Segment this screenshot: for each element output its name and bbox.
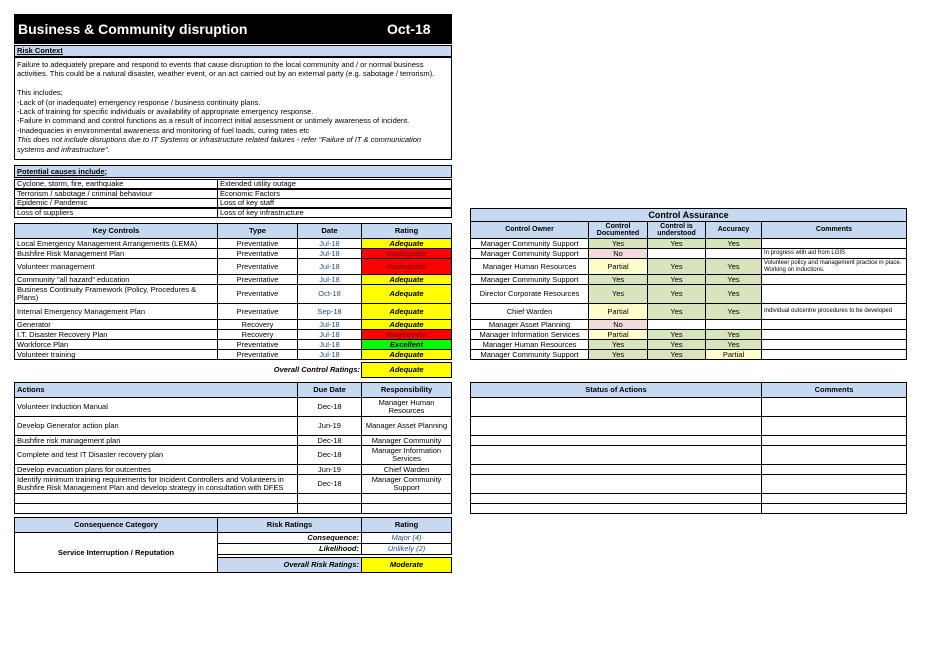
controls-header: Date xyxy=(297,223,362,239)
status-comment-cell xyxy=(761,416,907,436)
control-understood: Yes xyxy=(647,329,706,340)
control-date: Jul-18 xyxy=(297,339,362,350)
control-documented: Yes xyxy=(588,274,648,285)
status-header: Status of Actions xyxy=(470,382,762,398)
control-date: Oct-18 xyxy=(297,284,362,304)
control-understood: Yes xyxy=(647,349,706,360)
control-date: Jul-18 xyxy=(297,274,362,285)
control-understood: Yes xyxy=(647,238,706,249)
status-comment-cell xyxy=(761,397,907,417)
status-cell xyxy=(470,474,762,494)
status-comment-cell xyxy=(761,503,907,514)
status-cell xyxy=(470,416,762,436)
control-date: Jul-18 xyxy=(297,329,362,340)
potential-causes-heading: Potential causes include; xyxy=(14,165,452,178)
control-comment: Volunteer policy and management practice in place. Working on inductions. xyxy=(761,258,907,275)
control-rating: Adequate xyxy=(361,274,452,285)
action-item: Complete and test IT Disaster recovery plan xyxy=(14,445,298,465)
actions-header: Actions xyxy=(14,382,298,398)
control-owner: Manager Community Support xyxy=(470,349,589,360)
control-comment: Individual outcentre procedures to be developed xyxy=(761,303,907,320)
action-due-date: Dec-18 xyxy=(297,474,362,494)
likelihood-value: Unlikely (2) xyxy=(361,543,452,555)
control-rating: Adequate xyxy=(361,349,452,360)
control-owner: Chief Warden xyxy=(470,303,589,320)
control-understood: Yes xyxy=(647,339,706,350)
control-type: Preventative xyxy=(217,248,298,259)
control-understood: Yes xyxy=(647,284,706,304)
control-rating: Adequate xyxy=(361,319,452,330)
report-date: Oct-18 xyxy=(387,21,431,37)
risk-context-line: This includes; xyxy=(17,88,63,98)
control-type: Recovery xyxy=(217,319,298,330)
risk-context-lines xyxy=(17,60,449,135)
control-name: Volunteer training xyxy=(14,349,218,360)
risk-context-note: This does not include disruptions due to IT Systems or infrastructure related failures - refer "Failure of IT & communication systems and infrastructure". xyxy=(17,135,422,154)
control-type: Preventative xyxy=(217,258,298,275)
control-rating: Adequate xyxy=(361,284,452,304)
cause-item: Loss of suppliers xyxy=(14,208,218,218)
risk-context-heading: Risk Context xyxy=(14,45,452,57)
title-bar xyxy=(14,14,452,44)
consequence-label: Consequence: xyxy=(217,532,362,544)
control-rating: Excellent xyxy=(361,339,452,350)
control-name: Bushfire Risk Management Plan xyxy=(14,248,218,259)
assurance-header: Control Documented xyxy=(588,221,648,239)
control-understood: Yes xyxy=(647,303,706,320)
control-type: Preventative xyxy=(217,339,298,350)
cause-item: Loss of key staff xyxy=(217,198,452,208)
page-title: Business & Community disruption xyxy=(18,21,248,37)
action-due-date: Jun-19 xyxy=(297,416,362,436)
control-owner: Director Corporate Resources xyxy=(470,284,589,304)
risk-context-line: -Inadequacies in environmental awareness and monitoring of fuel loads, curing rates etc xyxy=(17,125,310,135)
risk-context-line: Failure to adequately prepare and respond to events that cause disruption to the local community and / or normal business xyxy=(17,60,424,69)
assurance-header: Accuracy xyxy=(705,221,762,239)
risk-context-line: activities. This could be a natural disaster, weather event, or an act carried out by an external party (e.g. sabotage / terrorism). xyxy=(17,69,435,79)
cause-item: Loss of key infrastructure xyxy=(217,208,452,218)
control-date: Jul-18 xyxy=(297,238,362,249)
action-due-date: Dec-18 xyxy=(297,445,362,465)
action-responsibility: Manager Community xyxy=(361,435,452,446)
control-rating: Inadequate xyxy=(361,329,452,340)
control-owner: Manager Asset Planning xyxy=(470,319,589,330)
actions-header: Responsibility xyxy=(361,382,452,398)
control-documented: Yes xyxy=(588,238,648,249)
status-comments-header: Comments xyxy=(761,382,907,398)
control-owner: Manager Community Support xyxy=(470,274,589,285)
action-item: Bushfire risk management plan xyxy=(14,435,298,446)
risk-ratings-header: Risk Ratings xyxy=(217,517,362,533)
controls-header: Type xyxy=(217,223,298,239)
control-documented: Yes xyxy=(588,339,648,350)
action-item: Identify minimum training requirements for Incident Controllers and Volunteers in Bushfire Risk Management Plan and develop strategy in consultation with DFES xyxy=(14,474,298,494)
status-comment-cell xyxy=(761,445,907,465)
control-name: Local Emergency Management Arrangements (LEMA) xyxy=(14,238,218,249)
control-owner: Manager Human Resources xyxy=(470,339,589,350)
action-item xyxy=(14,503,298,514)
risk-context-line: -Lack of (or inadequate) emergency response / business continuity plans. xyxy=(17,97,261,107)
overall-risk-value: Moderate xyxy=(361,557,452,573)
rating-header: Rating xyxy=(361,517,452,533)
risk-context-line xyxy=(17,79,449,88)
control-rating: Inadequate xyxy=(361,258,452,275)
control-understood: Yes xyxy=(647,258,706,275)
cause-item: Epidemic / Pandemic xyxy=(14,198,218,208)
control-name: Community "all hazard" education xyxy=(14,274,218,285)
action-responsibility: Manager Asset Planning xyxy=(361,416,452,436)
control-comment xyxy=(761,284,907,304)
consequence-category: Service Interruption / Reputation xyxy=(14,532,218,573)
control-name: Internal Emergency Management Plan xyxy=(14,303,218,320)
control-documented: Partial xyxy=(588,303,648,320)
control-date: Jul-18 xyxy=(297,258,362,275)
assurance-header: Control is understood xyxy=(647,221,706,239)
action-responsibility: Manager Human Resources xyxy=(361,397,452,417)
control-assurance-title: Control Assurance xyxy=(470,208,907,222)
action-due-date: Dec-18 xyxy=(297,397,362,417)
control-rating: Adequate xyxy=(361,238,452,249)
action-item: Develop evacuation plans for outcentres xyxy=(14,464,298,475)
action-responsibility: Manager Community Support xyxy=(361,474,452,494)
overall-control-label: Overall Control Ratings: xyxy=(273,365,360,374)
consequence-value: Major (4) xyxy=(361,532,452,544)
control-accuracy: Yes xyxy=(705,329,762,340)
control-type: Recovery xyxy=(217,329,298,340)
likelihood-label: Likelihood: xyxy=(217,543,362,555)
control-accuracy: Yes xyxy=(705,303,762,320)
action-due-date: Dec-18 xyxy=(297,435,362,446)
control-type: Preventative xyxy=(217,238,298,249)
consequence-header: Consequence Category xyxy=(14,517,218,533)
control-owner: Manager Community Support xyxy=(470,248,589,259)
risk-context-body xyxy=(14,57,452,160)
control-type: Preventative xyxy=(217,274,298,285)
control-date: Jul-18 xyxy=(297,349,362,360)
control-accuracy: Yes xyxy=(705,258,762,275)
control-accuracy: Yes xyxy=(705,274,762,285)
control-comment xyxy=(761,349,907,360)
control-owner: Manager Human Resources xyxy=(470,258,589,275)
control-date: Jul-18 xyxy=(297,319,362,330)
control-name: Generator xyxy=(14,319,218,330)
control-owner: Manager Information Services xyxy=(470,329,589,340)
control-documented: Yes xyxy=(588,284,648,304)
cause-item: Economic Factors xyxy=(217,189,452,199)
control-date: Jul-18 xyxy=(297,248,362,259)
overall-risk-label: Overall Risk Ratings: xyxy=(217,557,362,573)
control-name: I.T. Disaster Recovery Plan xyxy=(14,329,218,340)
status-cell xyxy=(470,503,762,514)
control-documented: Partial xyxy=(588,329,648,340)
action-item: Develop Generator action plan xyxy=(14,416,298,436)
assurance-header: Comments xyxy=(761,221,907,239)
control-documented: Partial xyxy=(588,258,648,275)
control-owner: Manager Community Support xyxy=(470,238,589,249)
controls-header: Rating xyxy=(361,223,452,239)
action-due-date: Jun-19 xyxy=(297,464,362,475)
control-documented: No xyxy=(588,248,648,259)
control-accuracy: Yes xyxy=(705,284,762,304)
controls-header: Key Controls xyxy=(14,223,218,239)
status-cell xyxy=(470,397,762,417)
action-responsibility xyxy=(361,503,452,514)
action-item: Volunteer Induction Manual xyxy=(14,397,298,417)
status-cell xyxy=(470,445,762,465)
assurance-header: Control Owner xyxy=(470,221,589,239)
control-accuracy: Yes xyxy=(705,339,762,350)
control-name: Business Continuity Framework (Policy, Procedures & Plans) xyxy=(14,284,218,304)
risk-context-line: -Lack of training for specific individuals or availability of appropriate emergency response. xyxy=(17,107,314,117)
control-name: Volunteer management xyxy=(14,258,218,275)
overall-control-value: Adequate xyxy=(361,362,452,378)
control-accuracy: Partial xyxy=(705,349,762,360)
cause-item: Cyclone, storm, fire, earthquake xyxy=(14,179,218,189)
action-due-date xyxy=(297,503,362,514)
cause-item: Extended utility outage xyxy=(217,179,452,189)
control-type: Preventative xyxy=(217,303,298,320)
control-understood: Yes xyxy=(647,274,706,285)
control-type: Preventative xyxy=(217,349,298,360)
control-rating: Adequate xyxy=(361,303,452,320)
control-documented: Yes xyxy=(588,349,648,360)
status-comment-cell xyxy=(761,474,907,494)
control-date: Sep-18 xyxy=(297,303,362,320)
control-type: Preventative xyxy=(217,284,298,304)
control-name: Workforce Plan xyxy=(14,339,218,350)
actions-header: Due Date xyxy=(297,382,362,398)
control-accuracy: Yes xyxy=(705,238,762,249)
action-responsibility: Manager Information Services xyxy=(361,445,452,465)
control-comment: In progress with aid from LGIS xyxy=(761,248,907,259)
risk-context-line: -Failure in command and control functions as a result of incorrect initial assessment or untimely awareness of incident. xyxy=(17,116,410,126)
control-documented: No xyxy=(588,319,648,330)
control-rating: Inadequate xyxy=(361,248,452,259)
action-responsibility: Chief Warden xyxy=(361,464,452,475)
cause-item: Terrorism / sabotage / criminal behaviour xyxy=(14,189,218,199)
